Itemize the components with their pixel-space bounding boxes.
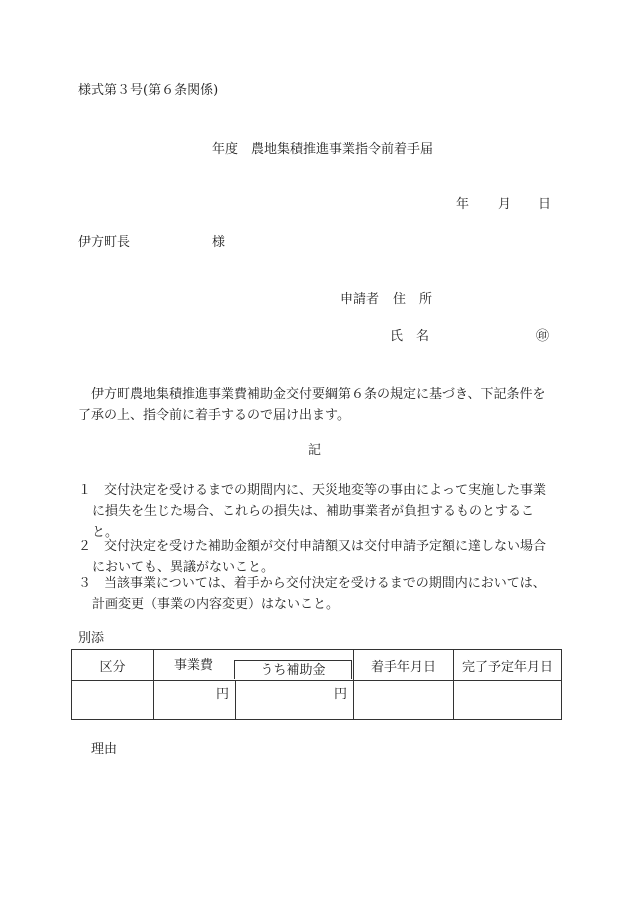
condition-item-1 [78,480,554,543]
cell-completion-date[interactable] [454,681,562,720]
applicant-label: 申請者 [340,292,380,307]
condition-text: 交付決定を受けた補助金額が交付申請額又は交付申請予定額に達しない場合においても、異議がないこと。 [92,539,547,575]
condition-number: ３ [78,576,92,591]
cell-start-date[interactable] [354,681,454,720]
unit-yen: 円 [215,687,229,702]
document-title: 年度 農地集積推進事業指令前着手届 [212,142,434,157]
header-subsidy: うち補助金 [234,660,352,679]
date-year-label: 年 [456,197,470,212]
body-paragraph: 伊方町農地集積推進事業費補助金交付要綱第６条の規定に基づき、下記条件を了承の上、指令前に着手するので届け出ます。 [78,387,546,423]
header-category: 区分 [72,650,154,681]
form-number: 様式第３号(第６条関係) [78,83,219,98]
condition-text: 交付決定を受けるまでの期間内に、天災地変等の事由によって実施した事業に損失を生じた場合、これらの損失は、補助事業者が負担するものとすること。 [92,483,547,540]
date-month-label: 月 [498,197,512,212]
condition-number: ２ [78,539,92,554]
condition-text: 当該事業については、着手から交付決定を受けるまでの期間内においては、計画変更（事業の内容変更）はないこと。 [92,576,546,612]
unit-yen: 円 [333,687,347,702]
seal-mark: ㊞ [536,329,550,344]
ki-heading: 記 [308,443,322,458]
header-start-date: 着手年月日 [354,650,454,681]
condition-item-2 [78,536,554,578]
addressee-honorific: 様 [212,235,226,250]
header-completion-date: 完了予定年月日 [454,650,562,681]
condition-item-3 [78,573,554,615]
applicant-name-label: 氏 名 [390,329,430,344]
date-day-label: 日 [538,197,552,212]
attachment-label: 別添 [78,631,105,646]
reason-label: 理由 [91,742,118,757]
header-project-cost: 事業費 [174,658,214,673]
cell-project-cost[interactable] [154,681,236,720]
condition-number: １ [78,483,92,498]
applicant-address-label: 住 所 [393,292,433,307]
addressee-name: 伊方町長 [78,235,131,250]
cell-subsidy[interactable] [236,681,354,720]
cell-category[interactable] [72,681,154,720]
